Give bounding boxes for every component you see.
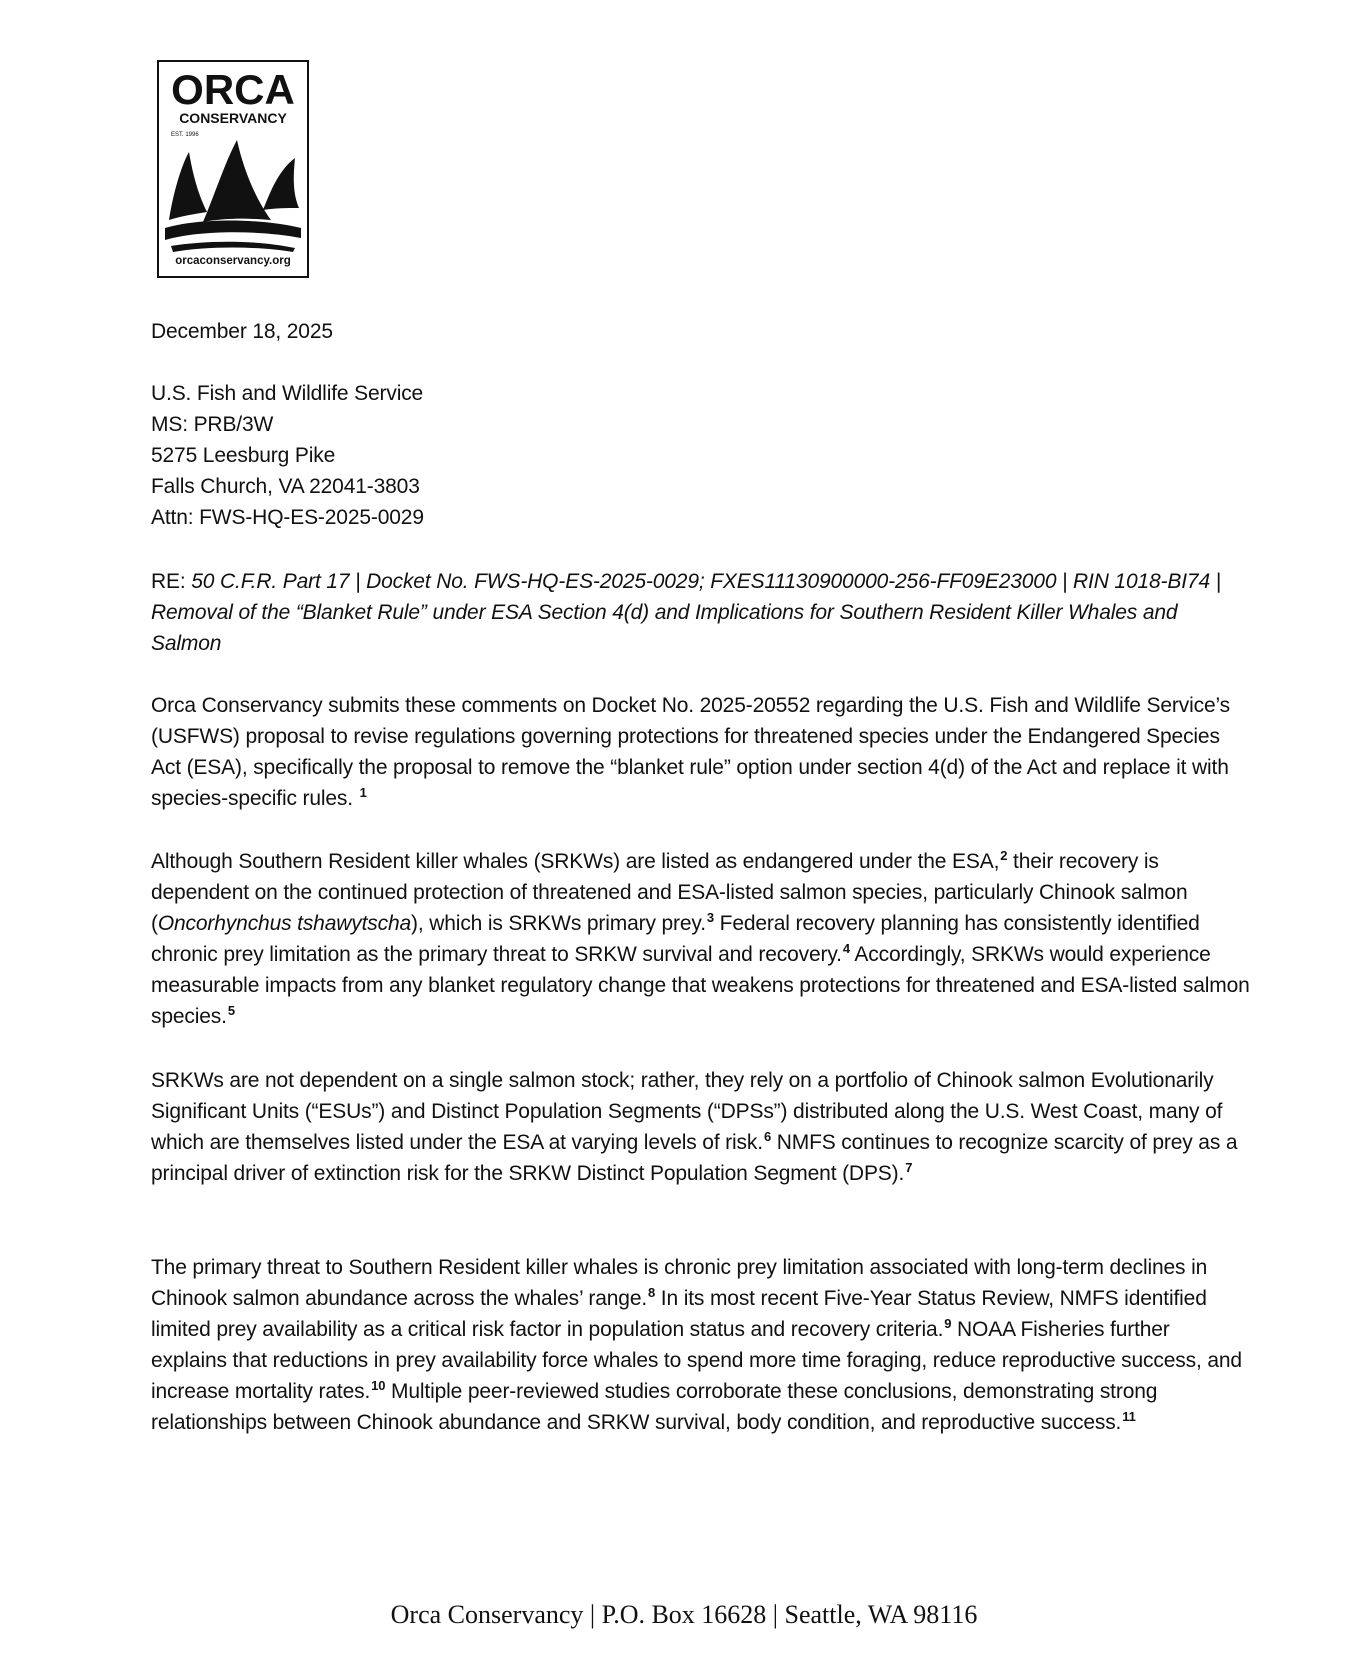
footnote-ref: 11: [1122, 1409, 1136, 1424]
orca-fins-icon: [159, 62, 307, 276]
footnote-ref: 2: [1000, 848, 1008, 863]
logo-name: ORCA: [171, 66, 295, 113]
paragraph-2: [151, 846, 1251, 1032]
footnote-ref: 1: [359, 785, 367, 800]
footnote-ref: 6: [763, 1129, 772, 1144]
paragraph-3: [151, 1065, 1251, 1189]
re-text: 50 C.F.R. Part 17 | Docket No. FWS-HQ-ES-2025-0029; FXES11130900000-256-FF09E23000 | RIN 1018-BI74 | Removal of the “Blanket Rule” under ESA Section 4(d) and Implications for Southern Resident Killer Whales and Salmon: [151, 570, 1221, 655]
paragraph-1: [151, 690, 1251, 814]
letter-date: [151, 316, 1251, 347]
letter-footer: Orca Conservancy | P.O. Box 16628 | Seattle, WA 98116: [390, 1600, 978, 1629]
orca-conservancy-logo: [157, 60, 309, 278]
paragraph-text: Federal recovery planning has consistently identified chronic prey limitation as the primary threat to SRKW survival and recovery.: [151, 912, 1200, 966]
paragraph-text: Multiple peer-reviewed studies corroborate these conclusions, demonstrating strong relationships between Chinook abundance and SRKW survival, body condition, and reproductive success.: [151, 1380, 1158, 1434]
species-name: Oncorhynchus tshawytscha: [157, 912, 412, 935]
paragraph-text: Accordingly, SRKWs would experience measurable impacts from any blanket regulatory change that weakens protections for threatened and ESA-listed salmon species.: [151, 943, 1250, 1028]
logo-subtitle: CONSERVANCY: [179, 110, 287, 126]
footnote-ref: 10: [371, 1378, 386, 1393]
paragraph-text: ), which is SRKWs primary prey.: [411, 912, 706, 935]
paragraph-text: Orca Conservancy submits these comments on Docket No. 2025-20552 regarding the U.S. Fish and Wildlife Service’s (USFWS) proposal to revise regulations governing protections for threatened species under the Endangered Species Act (ESA), specifically the proposal to remove the “blanket rule” option under section 4(d) of the Act and replace it with species-specific rules.: [151, 694, 1230, 810]
paragraph-text: SRKWs are not dependent on a single salmon stock; rather, they rely on a portfolio of Chinook salmon Evolutionarily Significant Units (“ESUs”) and Distinct Population Segments (“DPSs”) distributed along the U.S. West Coast, many of which are themselves listed under the ESA at varying levels of risk.: [151, 1069, 1223, 1154]
footnote-ref: 5: [227, 1003, 235, 1018]
paragraph-text: NMFS continues to recognize scarcity of prey as a principal driver of extinction risk for the SRKW Distinct Population Segment (DPS).: [151, 1131, 1238, 1185]
logo-established: EST. 1996: [171, 132, 199, 138]
footnote-ref: 9: [944, 1316, 952, 1331]
address-line: U.S. Fish and Wildlife Service: [151, 382, 424, 405]
paragraph-text: Although Southern Resident killer whales (SRKWs) are listed as endangered under the ESA,: [151, 850, 1000, 873]
address-line: Falls Church, VA 22041-3803: [151, 475, 420, 498]
logo-website: orcaconservancy.org: [175, 255, 291, 267]
paragraph-text: NOAA Fisheries further explains that reductions in prey availability force whales to spend more time foraging, reduce reproductive success, and increase mortality rates.: [151, 1318, 1242, 1403]
recipient-address: [151, 378, 1251, 533]
footnote-ref: 8: [648, 1285, 656, 1300]
paragraph-text: The primary threat to Southern Resident killer whales is chronic prey limitation associated with long-term declines in Chinook salmon abundance across the whales’ range.: [151, 1256, 1208, 1310]
footnote-ref: 4: [842, 941, 850, 956]
paragraph-text: In its most recent Five-Year Status Review, NMFS identified limited prey availability as a critical risk factor in population status and recovery criteria.: [151, 1287, 1207, 1341]
subject-line: [151, 566, 1251, 659]
date-text: December 18, 2025: [151, 320, 333, 343]
address-line: 5275 Leesburg Pike: [151, 444, 336, 467]
footnote-ref: 7: [905, 1160, 913, 1175]
re-label: RE:: [151, 570, 192, 593]
address-line: MS: PRB/3W: [151, 413, 274, 436]
address-line: Attn: FWS-HQ-ES-2025-0029: [151, 506, 424, 529]
footnote-ref: 3: [706, 910, 714, 925]
paragraph-text: their recovery is dependent on the continued protection of threatened and ESA-listed salmon species, particularly Chinook salmon (: [151, 850, 1188, 935]
paragraph-4: [151, 1252, 1251, 1438]
